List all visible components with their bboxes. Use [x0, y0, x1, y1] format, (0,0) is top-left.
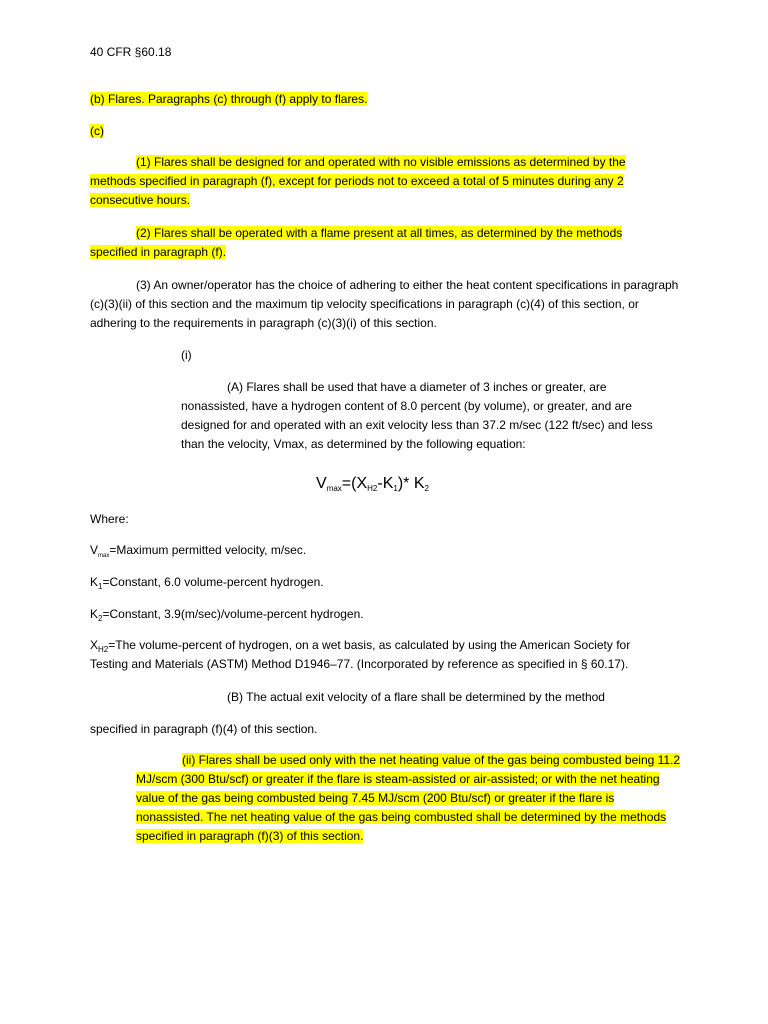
- section-c-label: (c): [90, 124, 104, 138]
- section-b-heading: (b) Flares. Paragraphs (c) through (f) apply to flares.: [90, 92, 368, 106]
- definition-k2: $K_2=Constant$, 3.9(m/sec)/volume-percent hydrogen.: [90, 607, 364, 623]
- paragraph-c1: (1) Flares shall be designed for and operated with no visible emissions as determined by the methods specified in paragraph (f), except for periods not to exceed a total of 5 minutes during any 2 consecutive hours.: [90, 155, 626, 207]
- citation-header: 40 CFR §60.18: [90, 45, 172, 59]
- paragraph-A: (A) Flares shall be used that have a diameter of 3 inches or greater, are nonassisted, have a hydrogen content of 8.0 percent (by volume), or greater, and are designed for and operated with an exit velocity less than 37.2 m/sec (122 ft/sec) and less than the velocity, Vmax, as determined by the following equation:: [181, 380, 653, 451]
- paragraph-B-continuation: specified in paragraph (f)(4) of this section.: [90, 722, 318, 736]
- paragraph-ii: (ii) Flares shall be used only with the net heating value of the gas being combusted being 11.2 MJ/scm (300 Btu/scf) or greater if the flare is steam-assisted or air-assisted; or with the net heating value of the gas being combusted being 7.45 MJ/scm (200 Btu/scf) or greater if the flare is nonassisted. The net heating value of the gas being combusted shall be determined by the methods specified in paragraph (f)(3) of this section.: [136, 753, 681, 843]
- where-label: Where:: [90, 512, 129, 526]
- definition-vmax: $V_{max}=Maximum$ permitted velocity, m/sec.: [90, 543, 307, 559]
- paragraph-i-label: (i): [181, 348, 192, 362]
- paragraph-c3: (3) An owner/operator has the choice of adhering to either the heat content specifications in paragraph (c)(3)(ii) of this section and the maximum tip velocity specifications in paragraph (c)(4) of this section, or adhering to the requirements in paragraph (c)(3)(i) of this section.: [90, 278, 679, 330]
- vmax-equation: $V_{max}=(X_{H2}-K_1)*$ $K_2$: [316, 475, 429, 493]
- paragraph-c2: (2) Flares shall be operated with a flame present at all times, as determined by the methods specified in paragraph (f).: [90, 226, 623, 259]
- definition-k1: $K_1=Constant$, 6.0 volume-percent hydrogen.: [90, 575, 324, 591]
- paragraph-B: (B) The actual exit velocity of a flare shall be determined by the method: [227, 690, 605, 704]
- definition-xh2: $X_{H2}=The$ volume-percent of hydrogen, on a wet basis, as calculated by using the American Society for Testing and Materials (ASTM) Method D1946–77. (Incorporated by reference as specified in § 60.17).: [90, 638, 631, 671]
